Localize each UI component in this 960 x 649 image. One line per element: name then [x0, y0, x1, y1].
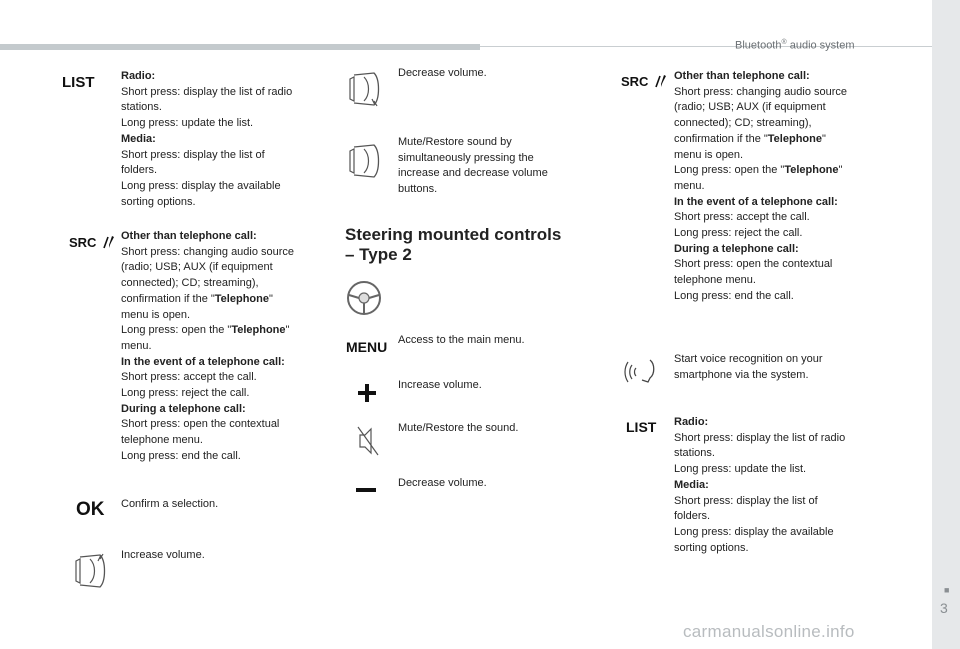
text-line: (radio; USB; AUX (if equipment	[121, 261, 273, 274]
text-line: stations.	[121, 101, 162, 114]
text-line: Long press: open the "Telephone"	[121, 324, 290, 337]
text-line: Radio:	[121, 70, 156, 82]
section-title: Steering mounted controls – Type 2	[345, 225, 562, 264]
ok-icon: OK	[76, 499, 105, 520]
text-line: telephone menu.	[674, 274, 756, 287]
plus-icon	[357, 383, 377, 403]
text-line: Short press: open the contextual	[674, 258, 833, 271]
mute-restore-description	[398, 135, 548, 198]
text-line: Short press: changing audio source	[121, 245, 295, 258]
text-line: folders.	[121, 164, 158, 177]
src-description	[121, 229, 294, 465]
text-line: Long press: update the list.	[121, 117, 254, 130]
text-line: menu.	[121, 339, 152, 352]
text-line: Long press: update the list.	[674, 463, 807, 476]
thumbwheel-press-icon	[344, 141, 386, 181]
text-line: During a telephone call:	[674, 242, 799, 255]
page-sidebar	[932, 0, 960, 649]
minus-icon	[356, 488, 376, 494]
text-line: confirmation if the "Telephone"	[674, 132, 826, 145]
text-line: connected); CD; streaming),	[674, 117, 812, 130]
voice-description	[674, 352, 823, 383]
text-line: confirmation if the "Telephone"	[121, 292, 273, 305]
text-line: stations.	[674, 447, 715, 460]
text-line: folders.	[674, 510, 711, 523]
list-description-type2	[674, 415, 845, 556]
mute-speaker-icon	[356, 425, 380, 457]
text-line: telephone menu.	[121, 434, 203, 447]
text-line: In the event of a telephone call:	[674, 195, 838, 208]
increase-volume-description: Increase volume.	[121, 549, 205, 561]
text-line: menu is open.	[121, 308, 191, 321]
voice-recognition-icon	[624, 358, 658, 386]
text-line: Other than telephone call:	[674, 70, 810, 82]
text-line: Start voice recognition on your	[674, 353, 823, 365]
list-icon-type2: LIST	[626, 419, 657, 435]
src-icon: SRC	[69, 235, 115, 250]
text-line: Long press: reject the call.	[121, 387, 250, 400]
text-line: During a telephone call:	[121, 402, 246, 415]
header-rule-thin	[480, 46, 932, 47]
thumbwheel-up-icon	[70, 551, 112, 591]
text-line: (radio; USB; AUX (if equipment	[674, 101, 826, 114]
page-number: 3	[940, 600, 948, 616]
text-line: Mute/Restore sound by	[398, 136, 512, 148]
text-line: Short press: display the list of radio	[121, 85, 293, 98]
src-icon-type2: SRC	[621, 74, 667, 89]
text-line: Long press: display the available	[674, 525, 834, 538]
mute-description: Mute/Restore the sound.	[398, 422, 519, 434]
text-line: menu is open.	[674, 148, 744, 161]
src-description-type2	[674, 69, 847, 305]
text-line: Radio:	[674, 416, 709, 428]
plus-description: Increase volume.	[398, 379, 482, 391]
minus-description: Decrease volume.	[398, 477, 487, 489]
text-line: increase and decrease volume	[398, 167, 548, 180]
text-line: buttons.	[398, 183, 438, 196]
text-line: Short press: changing audio source	[674, 85, 848, 98]
phone-slash-icon	[101, 235, 115, 249]
ok-description: Confirm a selection.	[121, 498, 219, 510]
decrease-volume-description: Decrease volume.	[398, 67, 487, 79]
text-line: Short press: display the list of	[121, 148, 265, 161]
header-rule	[0, 44, 480, 50]
text-line: Short press: accept the call.	[674, 211, 810, 224]
text-line: simultaneously pressing the	[398, 151, 534, 164]
text-line: Short press: accept the call.	[121, 371, 257, 384]
text-line: Long press: reject the call.	[674, 227, 803, 240]
text-line: Short press: open the contextual	[121, 418, 280, 431]
list-icon: LIST	[62, 74, 95, 91]
menu-icon: MENU	[346, 339, 388, 355]
text-line: Short press: display the list of radio	[674, 431, 846, 444]
text-line: connected); CD; streaming),	[121, 277, 259, 290]
end-mark: ■	[944, 585, 950, 595]
text-line: Media:	[121, 132, 156, 145]
text-line: sorting options.	[674, 541, 749, 554]
thumbwheel-down-icon	[344, 69, 386, 109]
text-line: Long press: end the call.	[674, 289, 794, 302]
menu-description: Access to the main menu.	[398, 334, 525, 346]
text-line: sorting options.	[121, 195, 196, 208]
text-line: Media:	[674, 478, 709, 491]
text-line: Long press: display the available	[121, 179, 281, 192]
text-line: Other than telephone call:	[121, 230, 257, 242]
text-line: menu.	[674, 179, 705, 192]
text-line: Short press: display the list of	[674, 494, 818, 507]
list-description	[121, 69, 292, 210]
text-line: Long press: open the "Telephone"	[674, 164, 843, 177]
text-line: In the event of a telephone call:	[121, 355, 285, 368]
watermark: carmanualsonline.info	[683, 622, 855, 641]
text-line: smartphone via the system.	[674, 368, 809, 381]
page-header-title: Bluetooth® audio system	[735, 39, 855, 52]
text-line: Long press: end the call.	[121, 449, 241, 462]
steering-wheel-icon	[346, 280, 382, 316]
phone-slash-icon	[653, 74, 667, 88]
